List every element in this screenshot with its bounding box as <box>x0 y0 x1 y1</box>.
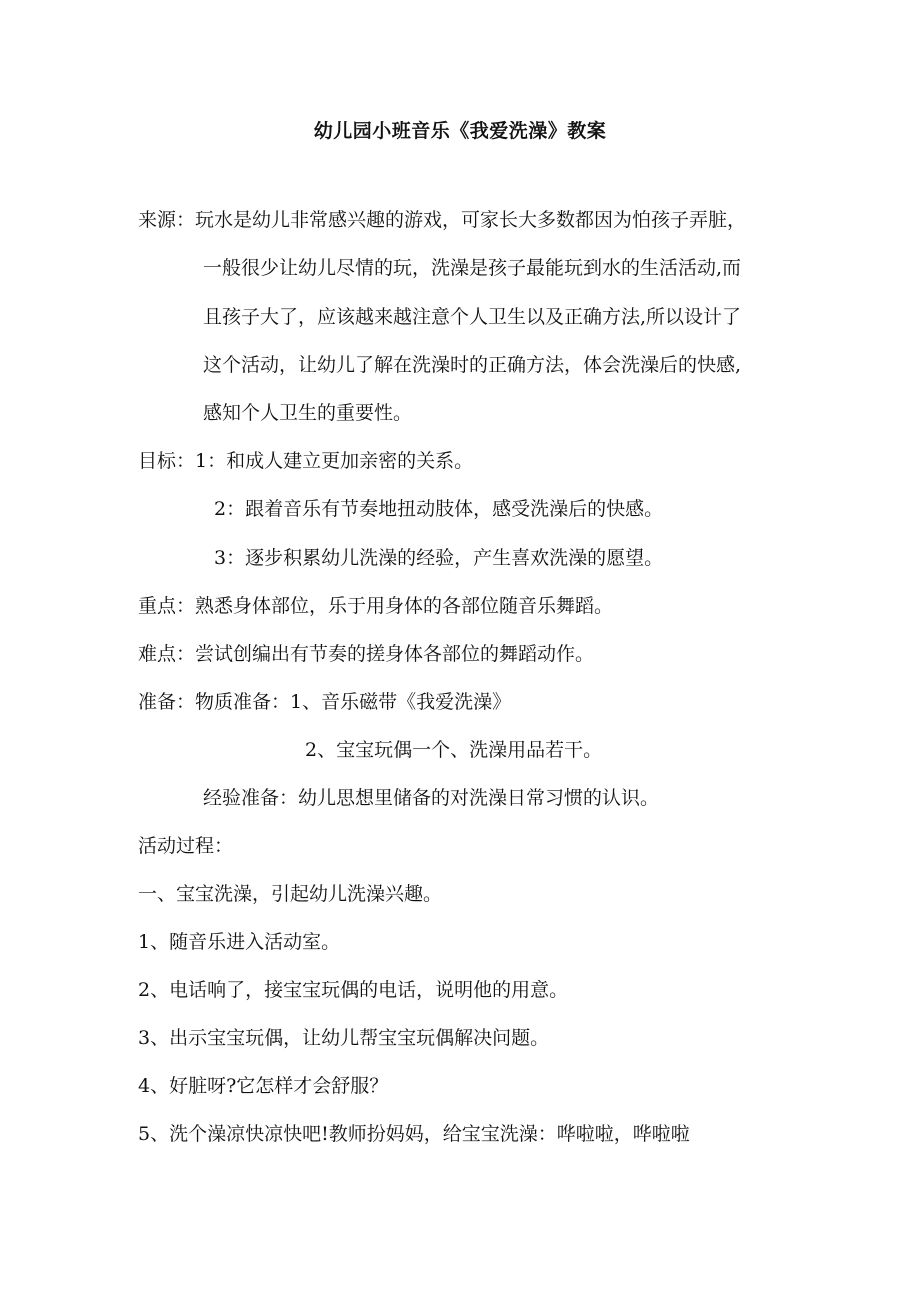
goal-2: 2：跟着音乐有节奏地扭动肢体，感受洗澡后的快感。 <box>214 498 664 520</box>
step-2: 2、电话响了，接宝宝玩偶的电话，说明他的用意。 <box>138 979 569 1001</box>
source-line-5: 感知个人卫生的重要性。 <box>203 402 413 424</box>
section-one-heading: 一、宝宝洗澡，引起幼儿洗澡兴趣。 <box>138 883 443 905</box>
document-title: 幼儿园小班音乐《我爱洗澡》教案 <box>313 120 607 142</box>
step-1: 1、随音乐进入活动室。 <box>138 931 341 953</box>
process-heading: 活动过程： <box>138 835 234 857</box>
goal-3: 3：逐步积累幼儿洗澡的经验，产生喜欢洗澡的愿望。 <box>214 547 664 569</box>
step-4: 4、好脏呀?它怎样才会舒服？ <box>138 1075 389 1097</box>
step-5: 5、洗个澡凉快凉快吧!教师扮妈妈，给宝宝洗澡：哗啦啦，哗啦啦 <box>138 1123 690 1145</box>
source-line-2: 一般很少让幼儿尽情的玩，洗澡是孩子最能玩到水的生活活动,而 <box>203 257 742 279</box>
difficulty: 难点：尝试创编出有节奏的搓身体各部位的舞蹈动作。 <box>138 643 595 665</box>
preparation-experience: 经验准备：幼儿思想里储备的对洗澡日常习惯的认识。 <box>203 787 660 809</box>
source-line-3: 且孩子大了，应该越来越注意个人卫生以及正确方法,所以设计了 <box>203 306 742 328</box>
source-line-4: 这个活动，让幼儿了解在洗澡时的正确方法，体会洗澡后的快感, <box>203 354 742 376</box>
preparation-material-1: 准备：物质准备：1、音乐磁带《我爱洗澡》 <box>138 691 512 713</box>
goal-1: 目标：1：和成人建立更加亲密的关系。 <box>138 450 474 472</box>
step-3: 3、出示宝宝玩偶，让幼儿帮宝宝玩偶解决问题。 <box>138 1027 550 1049</box>
key-point: 重点：熟悉身体部位，乐于用身体的各部位随音乐舞蹈。 <box>138 595 614 617</box>
source-line-1: 来源：玩水是幼儿非常感兴趣的游戏，可家长大多数都因为怕孩子弄脏， <box>138 209 747 231</box>
preparation-material-2: 2、宝宝玩偶一个、洗澡用品若干。 <box>305 739 603 761</box>
